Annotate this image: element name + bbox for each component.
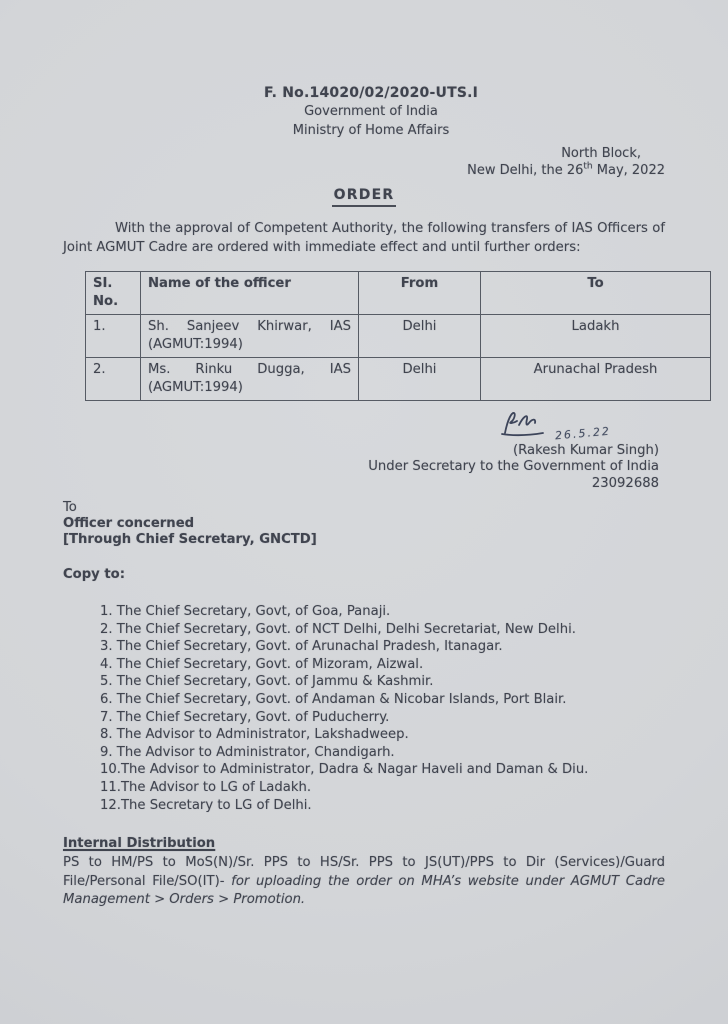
date-suffix: May, 2022: [592, 163, 665, 178]
list-item: 5. The Chief Secretary, Govt. of Jammu & Kashmir.: [100, 674, 434, 690]
place-date-block: [63, 145, 665, 179]
date-ordinal-suffix: th: [583, 161, 593, 172]
signatory-designation: Under Secretary to the Government of India: [368, 459, 659, 474]
cell-officer-name: Sh. Sanjeev Khirwar, IAS (AGMUT:1994): [141, 315, 359, 358]
table-row: [86, 315, 711, 358]
signature-scribble-wrap: [499, 411, 611, 443]
place-line: North Block,: [561, 146, 641, 161]
org-name: Government of India: [304, 104, 438, 119]
list-item: 12.The Secretary to LG of Delhi.: [100, 797, 312, 813]
list-item: 8. The Advisor to Administrator, Lakshadweep.: [100, 727, 409, 743]
list-item: 7. The Chief Secretary, Govt. of Puducherry.: [100, 709, 390, 725]
list-item: 6. The Chief Secretary, Govt. of Andaman & Nicobar Islands, Port Blair.: [100, 691, 567, 707]
signatory-phone: 23092688: [591, 475, 659, 491]
addressee-block: [63, 500, 665, 548]
table-row: [86, 358, 711, 401]
date-line: [63, 162, 665, 179]
list-item: 10.The Advisor to Administrator, Dadra & Nagar Haveli and Daman & Diu.: [100, 762, 589, 778]
list-item: 9. The Advisor to Administrator, Chandigarh.: [100, 744, 395, 760]
list-item: 2. The Chief Secretary, Govt. of NCT Delhi, Delhi Secretariat, New Delhi.: [100, 621, 576, 637]
internal-distribution-heading: Internal Distribution: [63, 836, 216, 852]
transfer-table-header: [86, 272, 711, 315]
addressee-line1: Officer concerned: [63, 516, 195, 531]
col-header-sl-no: SI. No.: [86, 272, 141, 315]
order-title: ORDER: [332, 186, 397, 207]
list-item: 4. The Chief Secretary, Govt. of Mizoram, Aizwal.: [100, 656, 424, 672]
copy-to-list: [100, 603, 665, 814]
transfer-table-body: [86, 315, 711, 401]
col-header-from: From: [359, 272, 481, 315]
handwritten-date: 26.5.22: [554, 424, 612, 443]
list-item: 3. The Chief Secretary, Govt. of Arunachal Pradesh, Itanagar.: [100, 639, 503, 655]
document-content: [63, 84, 665, 923]
upload-note-text: for uploading the order on MHA’s website under AGMUT Cadre Management > Orders > Promotion.: [63, 873, 665, 908]
col-header-to: To: [481, 272, 711, 315]
cell-to: Arunachal Pradesh: [481, 358, 711, 401]
cell-from: Delhi: [359, 358, 481, 401]
cell-officer-name: Ms. Rinku Dugga, IAS (AGMUT:1994): [141, 358, 359, 401]
date-prefix: New Delhi, the 26: [467, 163, 584, 178]
list-item: 11.The Advisor to LG of Ladakh.: [100, 779, 312, 795]
cell-sl-no: 2.: [86, 358, 141, 401]
to-label: To: [63, 500, 77, 515]
signature-icon: [499, 411, 551, 437]
distribution-list-text: PS to HM/PS to MoS(N)/Sr. PPS to HS/Sr. PPS to JS(UT)/PPS to Dir (Services)/Guard File/Personal File/SO(IT)-: [63, 855, 665, 889]
file-number: F. No.14020/02/2020-UTS.I: [263, 85, 479, 101]
addressee-line2: [Through Chief Secretary, GNCTD]: [63, 532, 317, 547]
letterhead: [63, 84, 665, 140]
transfer-table: [85, 271, 711, 401]
copy-to-label: Copy to:: [63, 567, 126, 582]
intro-paragraph: With the approval of Competent Authority, the following transfers of IAS Officers of Joint AGMUT Cadre are ordered with immediate effect and until further orders:: [63, 221, 665, 255]
table-header-row: [86, 272, 711, 315]
cell-to: Ladakh: [481, 315, 711, 358]
list-item: 1. The Chief Secretary, Govt, of Goa, Panaji.: [100, 604, 391, 619]
signatory-name: (Rakesh Kumar Singh): [513, 442, 659, 458]
ministry-name: Ministry of Home Affairs: [292, 123, 450, 138]
cell-sl-no: 1.: [86, 315, 141, 358]
col-header-name: Name of the officer: [141, 272, 359, 315]
internal-distribution-text: [63, 854, 665, 910]
cell-from: Delhi: [359, 315, 481, 358]
signature-block: [63, 411, 665, 492]
order-title-wrap: [63, 186, 665, 207]
